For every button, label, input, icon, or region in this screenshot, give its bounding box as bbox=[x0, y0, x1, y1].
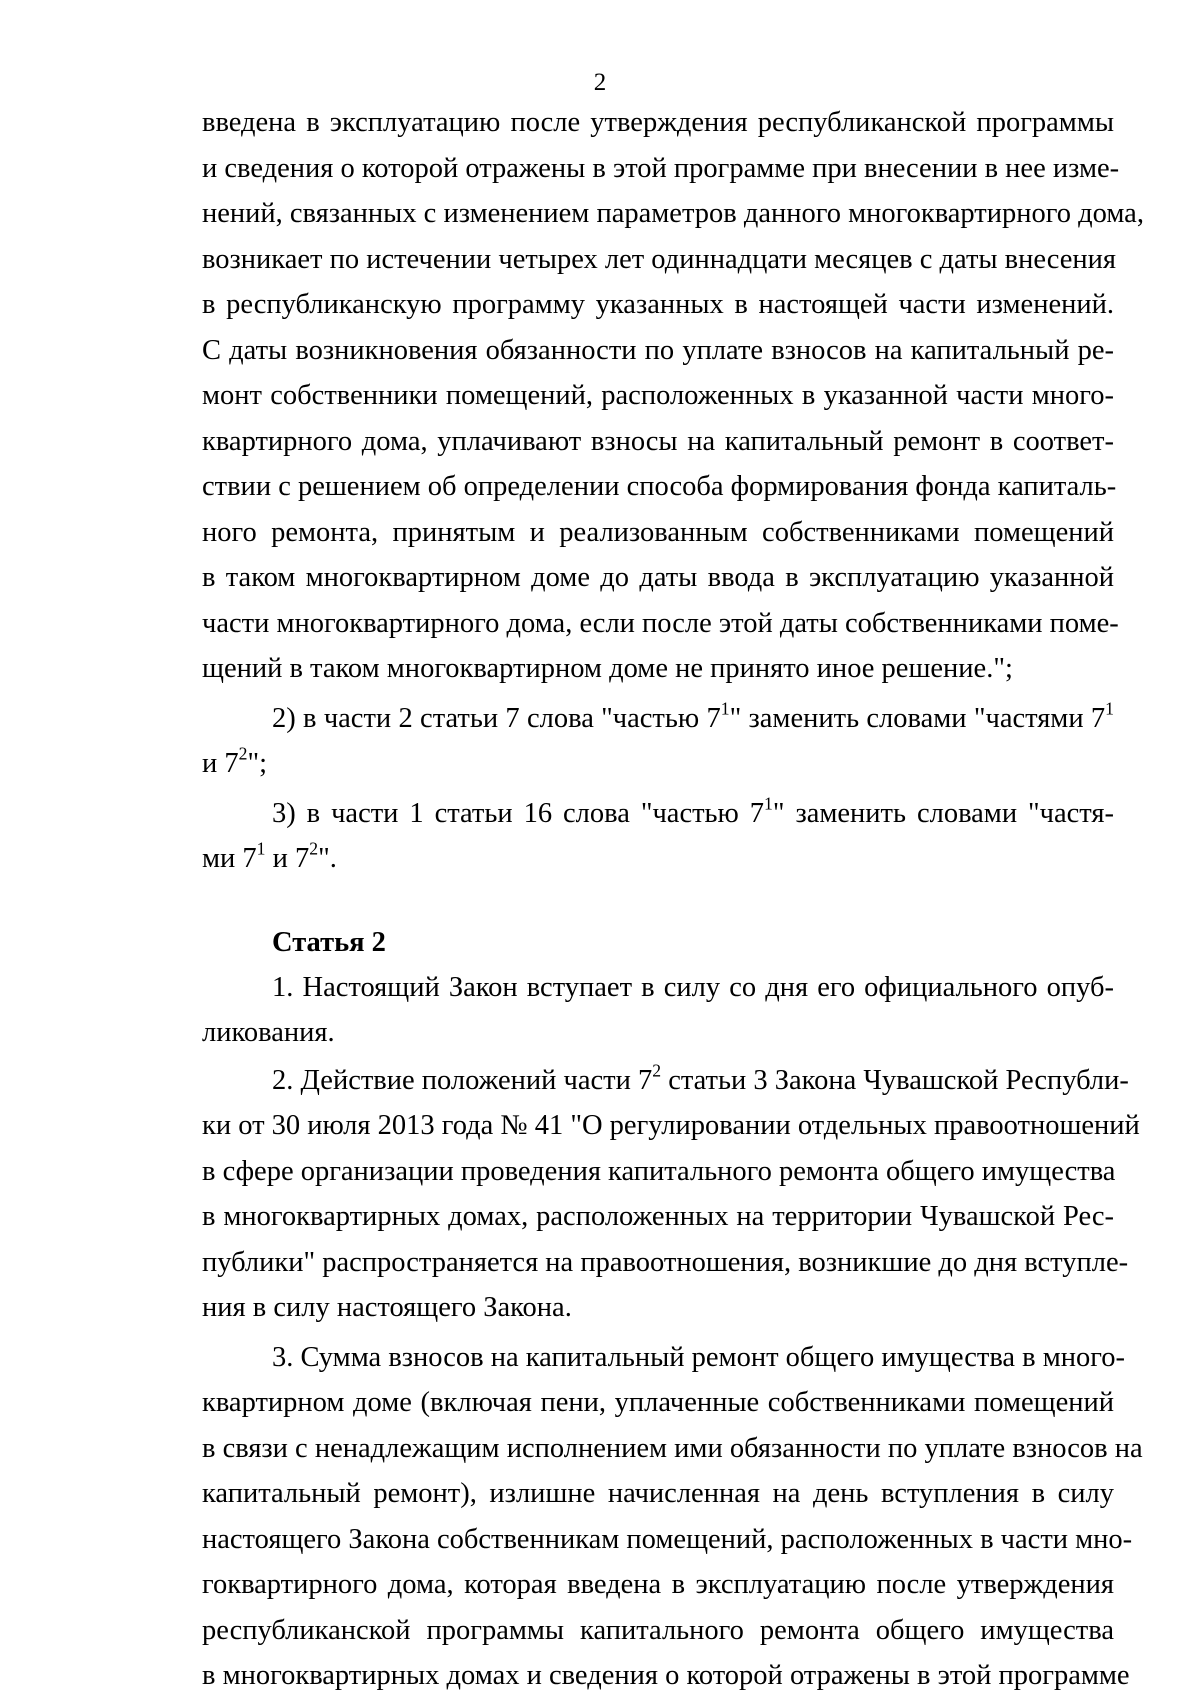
text-line: введена в эксплуатацию после утверждения республиканской программы bbox=[202, 107, 1114, 138]
list-item-2 bbox=[202, 696, 1114, 787]
superscript: 1 bbox=[1105, 698, 1114, 719]
article2-paragraph-3 bbox=[202, 1335, 1143, 1699]
article2-paragraph-2 bbox=[202, 1058, 1140, 1331]
superscript: 1 bbox=[720, 698, 730, 719]
text-fragment: и 7 bbox=[265, 843, 310, 874]
text-line bbox=[202, 741, 1114, 787]
text-fragment: 2) в части 2 статьи 7 слова "частью 7 bbox=[272, 702, 721, 734]
text-line: настоящего Закона собственникам помещений, расположенных в части мно- bbox=[202, 1523, 1133, 1555]
text-line: в сфере организации проведения капитального ремонта общего имущества bbox=[202, 1155, 1116, 1187]
text-line: капитальный ремонт), излишне начисленная на день вступления в силу bbox=[202, 1478, 1114, 1509]
text-fragment: " заменить словами "частями 7 bbox=[729, 702, 1106, 734]
text-line: квартирном доме (включая пени, уплаченные собственниками помещений bbox=[202, 1387, 1114, 1418]
continuation-paragraph bbox=[202, 100, 1144, 692]
text-line bbox=[202, 1058, 1129, 1104]
text-line: возникает по истечении четырех лет одиннадцати месяцев с даты внесения bbox=[202, 243, 1117, 275]
text-line: в многоквартирных домах и сведения о которой отражены в этой программе bbox=[202, 1660, 1130, 1691]
text-line bbox=[202, 836, 1114, 882]
text-line: монт собственники помещений, расположенных в указанной части много- bbox=[202, 380, 1114, 411]
article-heading: Статья 2 bbox=[272, 926, 386, 958]
list-item-3 bbox=[202, 791, 1114, 882]
text-line: 3. Сумма взносов на капитальный ремонт общего имущества в много- bbox=[272, 1341, 1126, 1373]
text-fragment: статьи 3 Закона Чувашской Республи- bbox=[661, 1064, 1129, 1096]
page-number: 2 bbox=[593, 69, 607, 96]
text-fragment: ". bbox=[318, 843, 337, 874]
text-fragment: и 7 bbox=[202, 748, 239, 779]
text-line: нений, связанных с изменением параметров данного многоквартирного дома, bbox=[202, 198, 1144, 229]
document-body bbox=[202, 100, 1144, 1699]
text-line bbox=[202, 696, 1114, 742]
text-line: С даты возникновения обязанности по уплате взносов на капитальный ре- bbox=[202, 334, 1114, 366]
text-line: ния в силу настоящего Закона. bbox=[202, 1292, 572, 1323]
text-line: ствии с решением об определении способа формирования фонда капиталь- bbox=[202, 471, 1117, 502]
text-line: в республиканскую программу указанных в настоящей части изменений. bbox=[202, 289, 1114, 320]
text-line: и сведения о которой отражены в этой программе при внесении в нее изме- bbox=[202, 152, 1120, 184]
text-line: республиканской программы капитального ремонта общего имущества bbox=[202, 1614, 1114, 1646]
text-fragment: " заменить словами "частя- bbox=[772, 797, 1114, 829]
text-line: части многоквартирного дома, если после этой даты собственниками поме- bbox=[202, 607, 1119, 639]
text-line: щений в таком многоквартирном доме не принято иное решение."; bbox=[202, 653, 1013, 684]
text-line: в связи с ненадлежащим исполнением ими обязанности по уплате взносов на bbox=[202, 1432, 1143, 1464]
text-fragment: "; bbox=[247, 748, 268, 779]
text-line: в многоквартирных домах, расположенных на территории Чувашской Рес- bbox=[202, 1201, 1114, 1232]
text-line: 1. Настоящий Закон вступает в силу со дня его официального опуб- bbox=[272, 971, 1114, 1003]
text-fragment: 2. Действие положений части 7 bbox=[272, 1064, 653, 1096]
text-line: ки от 30 июля 2013 года № 41 "О регулировании отдельных правоотношений bbox=[202, 1110, 1140, 1141]
superscript: 2 bbox=[238, 743, 248, 764]
superscript: 1 bbox=[764, 793, 773, 814]
text-line: в таком многоквартирном доме до даты ввода в эксплуатацию указанной bbox=[202, 562, 1114, 593]
text-fragment: ми 7 bbox=[202, 843, 257, 874]
text-line: ликования. bbox=[202, 1017, 335, 1048]
text-line bbox=[202, 791, 1114, 837]
text-line: ного ремонта, принятым и реализованным собственниками помещений bbox=[202, 516, 1114, 548]
article2-paragraph-1 bbox=[202, 965, 1114, 1056]
superscript: 1 bbox=[256, 838, 266, 859]
superscript: 2 bbox=[309, 838, 319, 859]
superscript: 2 bbox=[652, 1060, 662, 1081]
text-line: публики" распространяется на правоотношения, возникшие до дня вступле- bbox=[202, 1246, 1129, 1278]
text-line: гоквартирного дома, которая введена в эксплуатацию после утверждения bbox=[202, 1569, 1114, 1600]
text-fragment: 3) в части 1 статьи 16 слова "частью 7 bbox=[272, 797, 765, 829]
text-line: квартирного дома, уплачивают взносы на капитальный ремонт в соответ- bbox=[202, 425, 1114, 457]
